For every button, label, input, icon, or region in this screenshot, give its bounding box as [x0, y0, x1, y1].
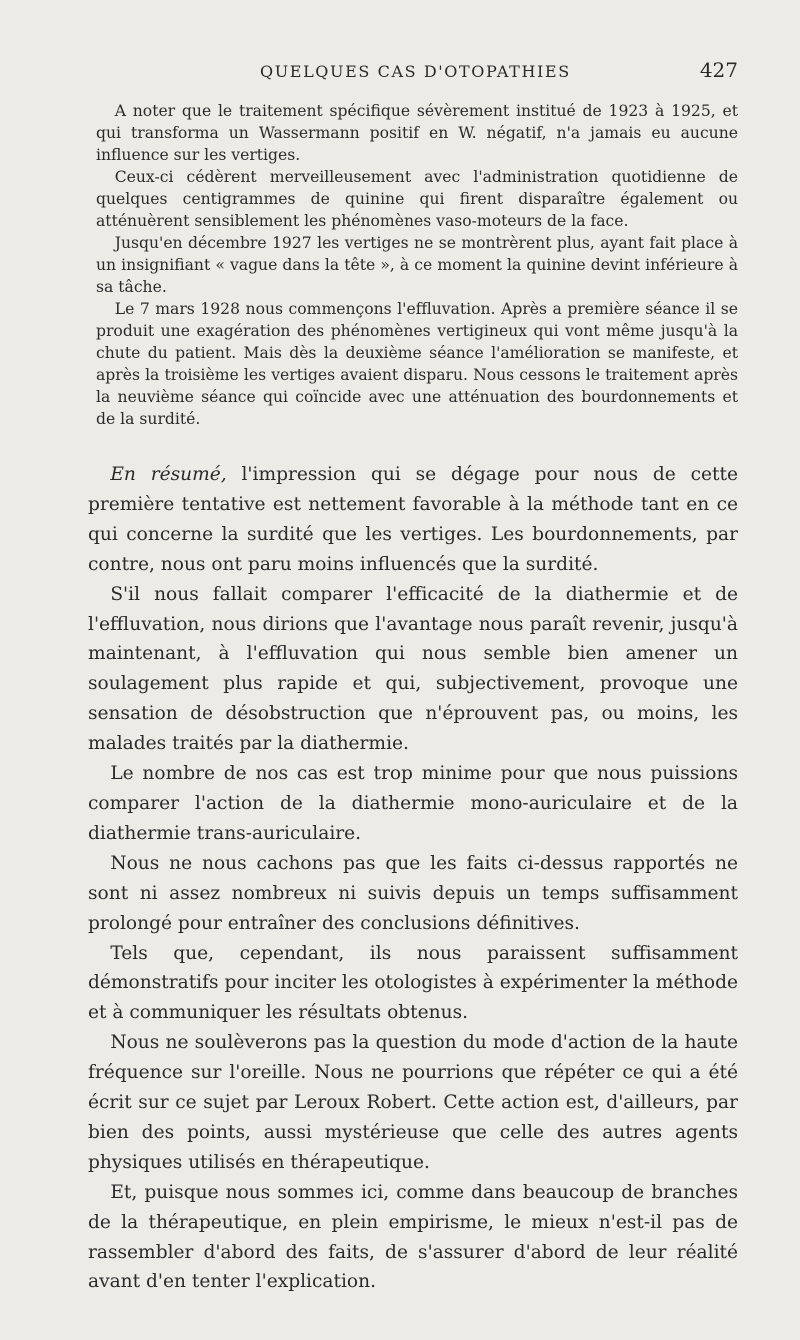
- paragraph: Ceux-ci cédèrent merveilleusement avec l'administration quotidienne de quelques centigrammes de quinine qui firent disparaître également ou atténuèrent sensiblement les phénomènes vaso-moteurs de la face.: [96, 168, 738, 230]
- conclusion-section: [88, 460, 738, 1297]
- running-title: QUELQUES CAS D'OTOPATHIES: [260, 62, 571, 81]
- paragraph: Le 7 mars 1928 nous commençons l'effluvation. Après a première séance il se produit une exagération des phénomènes vertigineux qui vont même jusqu'à la chute du patient. Mais dès la deuxième séance l'amélioration se manifeste, et après la troisième les vertiges avaient disparu. Nous cessons le traitement après la neuvième séance qui coïncide avec une atténuation des bourdonnements et de la surdité.: [96, 300, 738, 428]
- case-notes: [96, 100, 738, 430]
- paragraph: Et, puisque nous sommes ici, comme dans beaucoup de branches de la thérapeutique, en plein empirisme, le mieux n'est-il pas de rassembler d'abord des faits, de s'assurer d'abord de leur réalité avant d'en tenter l'explication.: [88, 1181, 738, 1293]
- paragraph: Jusqu'en décembre 1927 les vertiges ne se montrèrent plus, ayant fait place à un insignifiant « vague dans la tête », à ce moment la quinine devint inférieure à sa tâche.: [96, 234, 738, 296]
- paragraph: Tels que, cependant, ils nous paraissent suffisamment démonstratifs pour inciter les otologistes à expérimenter la méthode et à communiquer les résultats obtenus.: [88, 942, 738, 1024]
- paragraph: Le nombre de nos cas est trop minime pour que nous puissions comparer l'action de la diathermie mono-auriculaire et de la diathermie trans-auriculaire.: [88, 763, 738, 844]
- summary-paragraph: [88, 460, 738, 580]
- page-header: [96, 58, 738, 86]
- paragraph: Nous ne soulèverons pas la question du mode d'action de la haute fréquence sur l'oreille. Nous ne pourrions que répéter ce qui a été écrit sur ce sujet par Leroux Robert. Cette action est, d'ailleurs, par bien des points, aussi mystérieuse que celle des autres agents physiques utilisés en thérapeutique.: [88, 1032, 738, 1173]
- summary-lead: En résumé,: [110, 464, 227, 485]
- summary-text: l'impression qui se dégage pour nous de cette première tentative est nettement favorable à la méthode tant en ce qui concerne la surdité que les vertiges. Les bourdonnements, par contre, nous ont paru moins influencés que la surdité.: [88, 464, 738, 575]
- paragraph: A noter que le traitement spécifique sévèrement institué de 1923 à 1925, et qui transforma un Wassermann positif en W. négatif, n'a jamais eu aucune influence sur les vertiges.: [96, 102, 738, 164]
- paragraph: S'il nous fallait comparer l'efficacité de la diathermie et de l'effluvation, nous dirions que l'avantage nous paraît revenir, jusqu'à maintenant, à l'effluvation qui nous semble bien amener un soulagement plus rapide et qui, subjectivement, provoque une sensation de désobstruction que n'éprouvent pas, ou moins, les malades traités par la diathermie.: [88, 583, 738, 755]
- page-number: 427: [699, 58, 738, 82]
- paragraph: Nous ne nous cachons pas que les faits ci-dessus rapportés ne sont ni assez nombreux ni suivis depuis un temps suffisamment prolongé pour entraîner des conclusions définitives.: [88, 852, 738, 934]
